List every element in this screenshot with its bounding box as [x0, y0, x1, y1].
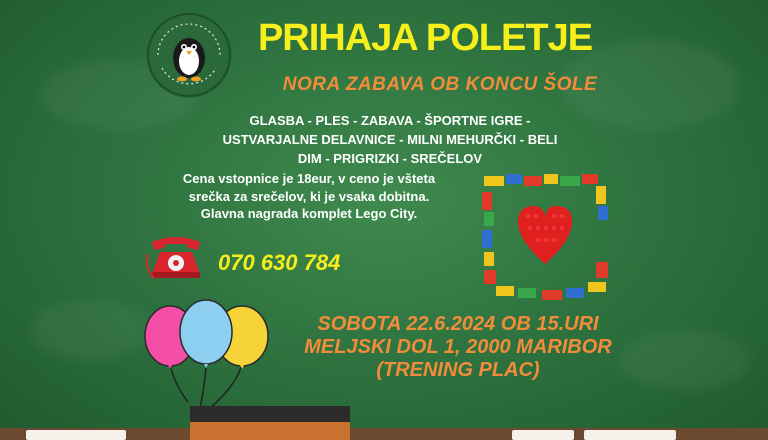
price-line: srečka za srečelov, ki je vsaka dobitna. — [188, 188, 430, 204]
activities-line: USTVARJALNE DELAVNICE - MILNI MEHURČKI - BELI — [222, 132, 558, 147]
chalk-piece — [512, 430, 574, 440]
subtitle: NORA ZABAVA OB KONCU ŠOLE — [282, 74, 598, 95]
eraser-icon — [190, 406, 350, 440]
phone-number: 070 630 784 — [218, 250, 341, 275]
event-location: (TRENING PLAC) — [376, 359, 540, 381]
activities-line: GLASBA - PLES - ZABAVA - ŠPORTNE IGRE - — [249, 113, 531, 128]
chalk-piece — [584, 430, 676, 440]
lego-heart-image — [478, 170, 612, 304]
telephone-icon — [144, 234, 208, 280]
activities-list — [190, 111, 590, 168]
balloons-icon — [140, 292, 280, 420]
page-title: PRIHAJA POLETJE — [257, 17, 593, 59]
chalk-smudge — [30, 300, 150, 360]
activities-line: DIM - PRIGRIZKI - SREČELOV — [297, 151, 483, 166]
event-date: SOBOTA 22.6.2024 OB 15.URI — [317, 313, 599, 335]
price-line: Glavna nagrada komplet Lego City. — [200, 206, 418, 221]
logo — [146, 12, 232, 98]
price-info — [150, 170, 468, 223]
penguin-icon — [167, 28, 211, 82]
chalk-piece — [26, 430, 126, 440]
price-line: Cena vstopnice je 18eur, v ceno je všteta — [182, 171, 436, 186]
event-address: MELJSKI DOL 1, 2000 MARIBOR — [304, 336, 612, 358]
event-details — [268, 313, 648, 382]
